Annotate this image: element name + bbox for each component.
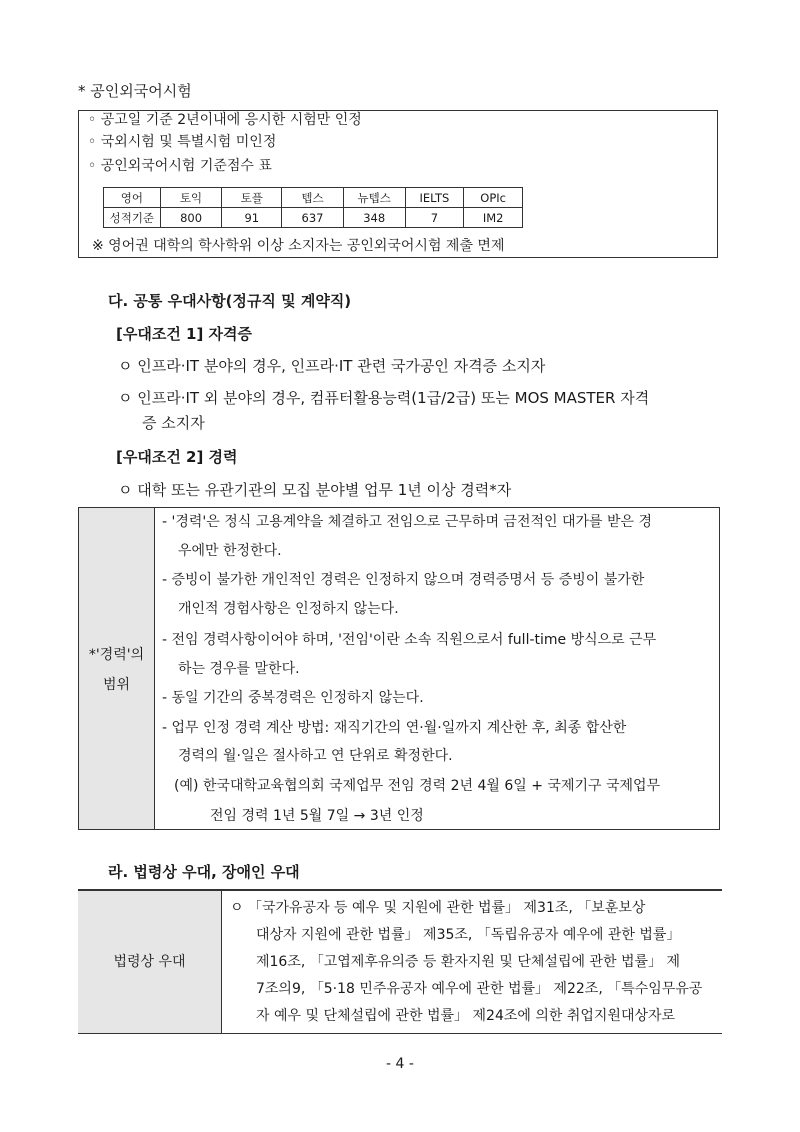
ra-line-1: ㅇ 「국가유공자 등 예우 및 지원에 관한 법률」 제31조, 「보훈보상 [230,900,646,916]
score-value-cell: 성적기준 [104,208,161,228]
career-line-5: - 전임 경력사항이어야 하며, '전임'이란 소속 직원으로서 full-time 방식으로 근무 [162,632,657,648]
career-line-2: 우에만 한정한다. [178,543,282,559]
score-header-cell: IELTS [405,188,464,208]
score-header-cell: 뉴텝스 [343,188,405,208]
career-line-6: 하는 경우를 말한다. [178,661,300,677]
score-header-cell: 토플 [222,188,282,208]
score-table [103,187,523,228]
page-number: - 4 - [386,1056,414,1072]
ra-divider [221,891,222,1033]
career-line-3: - 증빙이 불가한 개인적인 경력은 인정하지 않으며 경력증명서 등 증빙이 불가한 [162,572,645,588]
score-value-cell: 637 [282,208,344,228]
section-da-title: 다. 공통 우대사항(정규직 및 계약직) [108,292,352,310]
cond2-item-1: ㅇ 대학 또는 유관기관의 모집 분야별 업무 1년 이상 경력*자 [118,481,512,499]
career-label-line-1: *'경력'의 [88,647,145,663]
career-line-8: - 업무 인정 경력 계산 방법: 재직기간의 연·월·일까지 계산한 후, 최종 합산한 [162,720,627,736]
ra-line-3: 제16조, 「고엽제후유의증 등 환자지원 및 단체설립에 관한 법률」 제 [256,954,680,970]
cond1-item-2-line-1: ㅇ 인프라·IT 외 분야의 경우, 컴퓨터활용능력(1급/2급) 또는 MOS MASTER 자격 [118,389,650,407]
career-line-1: - '경력'은 정식 고용계약을 체결하고 전임으로 근무하며 금전적인 대가를 받은 경 [162,514,653,530]
score-table-value-row [104,208,523,228]
career-divider [154,507,155,830]
ra-table-bottom-border [78,1033,722,1034]
score-value-cell: IM2 [464,208,523,228]
score-table-header-row [104,188,523,208]
career-label-line-2: 범위 [102,677,131,693]
cond1-item-1: ㅇ 인프라·IT 분야의 경우, 인프라·IT 관련 국가공인 자격증 소지자 [118,357,546,375]
lang-exam-bullet-1: ◦ 공고일 기준 2년이내에 응시한 시험만 인정 [88,112,362,128]
ra-line-5: 자 예우 및 단체설립에 관한 법률」 제24조에 의한 취업지원대상자로 [256,1008,676,1024]
cond2-title: [우대조건 2] 경력 [116,448,238,466]
career-line-7: - 동일 기간의 중복경력은 인정하지 않는다. [162,690,424,706]
lang-exam-bullet-3: ◦ 공인외국어시험 기준점수 표 [88,158,272,174]
section-ra-title: 라. 법령상 우대, 장애인 우대 [108,863,300,881]
career-line-9: 경력의 월·일은 절사하고 연 단위로 확정한다. [178,748,453,764]
career-line-10: (예) 한국대학교육협의회 국제업무 전임 경력 2년 4월 6일 + 국제기구 국제업무 [174,778,661,794]
score-header-cell: OPIc [464,188,523,208]
lang-exam-title: * 공인외국어시험 [78,82,192,100]
score-header-cell: 토익 [160,188,222,208]
score-header-cell: 텝스 [282,188,344,208]
ra-line-2: 대상자 지원에 관한 법률」 제35조, 「독립유공자 예우에 관한 법률」 [256,927,681,943]
lang-exam-note: ※ 영어권 대학의 학사학위 이상 소지자는 공인외국어시험 제출 면제 [92,238,505,254]
cond1-title: [우대조건 1] 자격증 [116,325,253,343]
ra-label: 법령상 우대 [113,954,186,970]
career-label-cell [79,508,154,829]
cond1-item-2-line-2: 증 소지자 [142,414,205,432]
score-value-cell: 91 [222,208,282,228]
ra-line-4: 7조의9, 「5·18 민주유공자 예우에 관한 법률」 제22조, 「특수임무유공 [256,981,703,997]
career-line-4: 개인적 경험사항은 인정하지 않는다. [178,601,399,617]
score-value-cell: 348 [343,208,405,228]
career-line-11: 전임 경력 1년 5월 7일 → 3년 인정 [210,808,424,824]
score-value-cell: 7 [405,208,464,228]
lang-exam-bullet-2: ◦ 국외시험 및 특별시험 미인정 [88,134,277,150]
score-value-cell: 800 [160,208,222,228]
score-header-cell: 영어 [104,188,161,208]
